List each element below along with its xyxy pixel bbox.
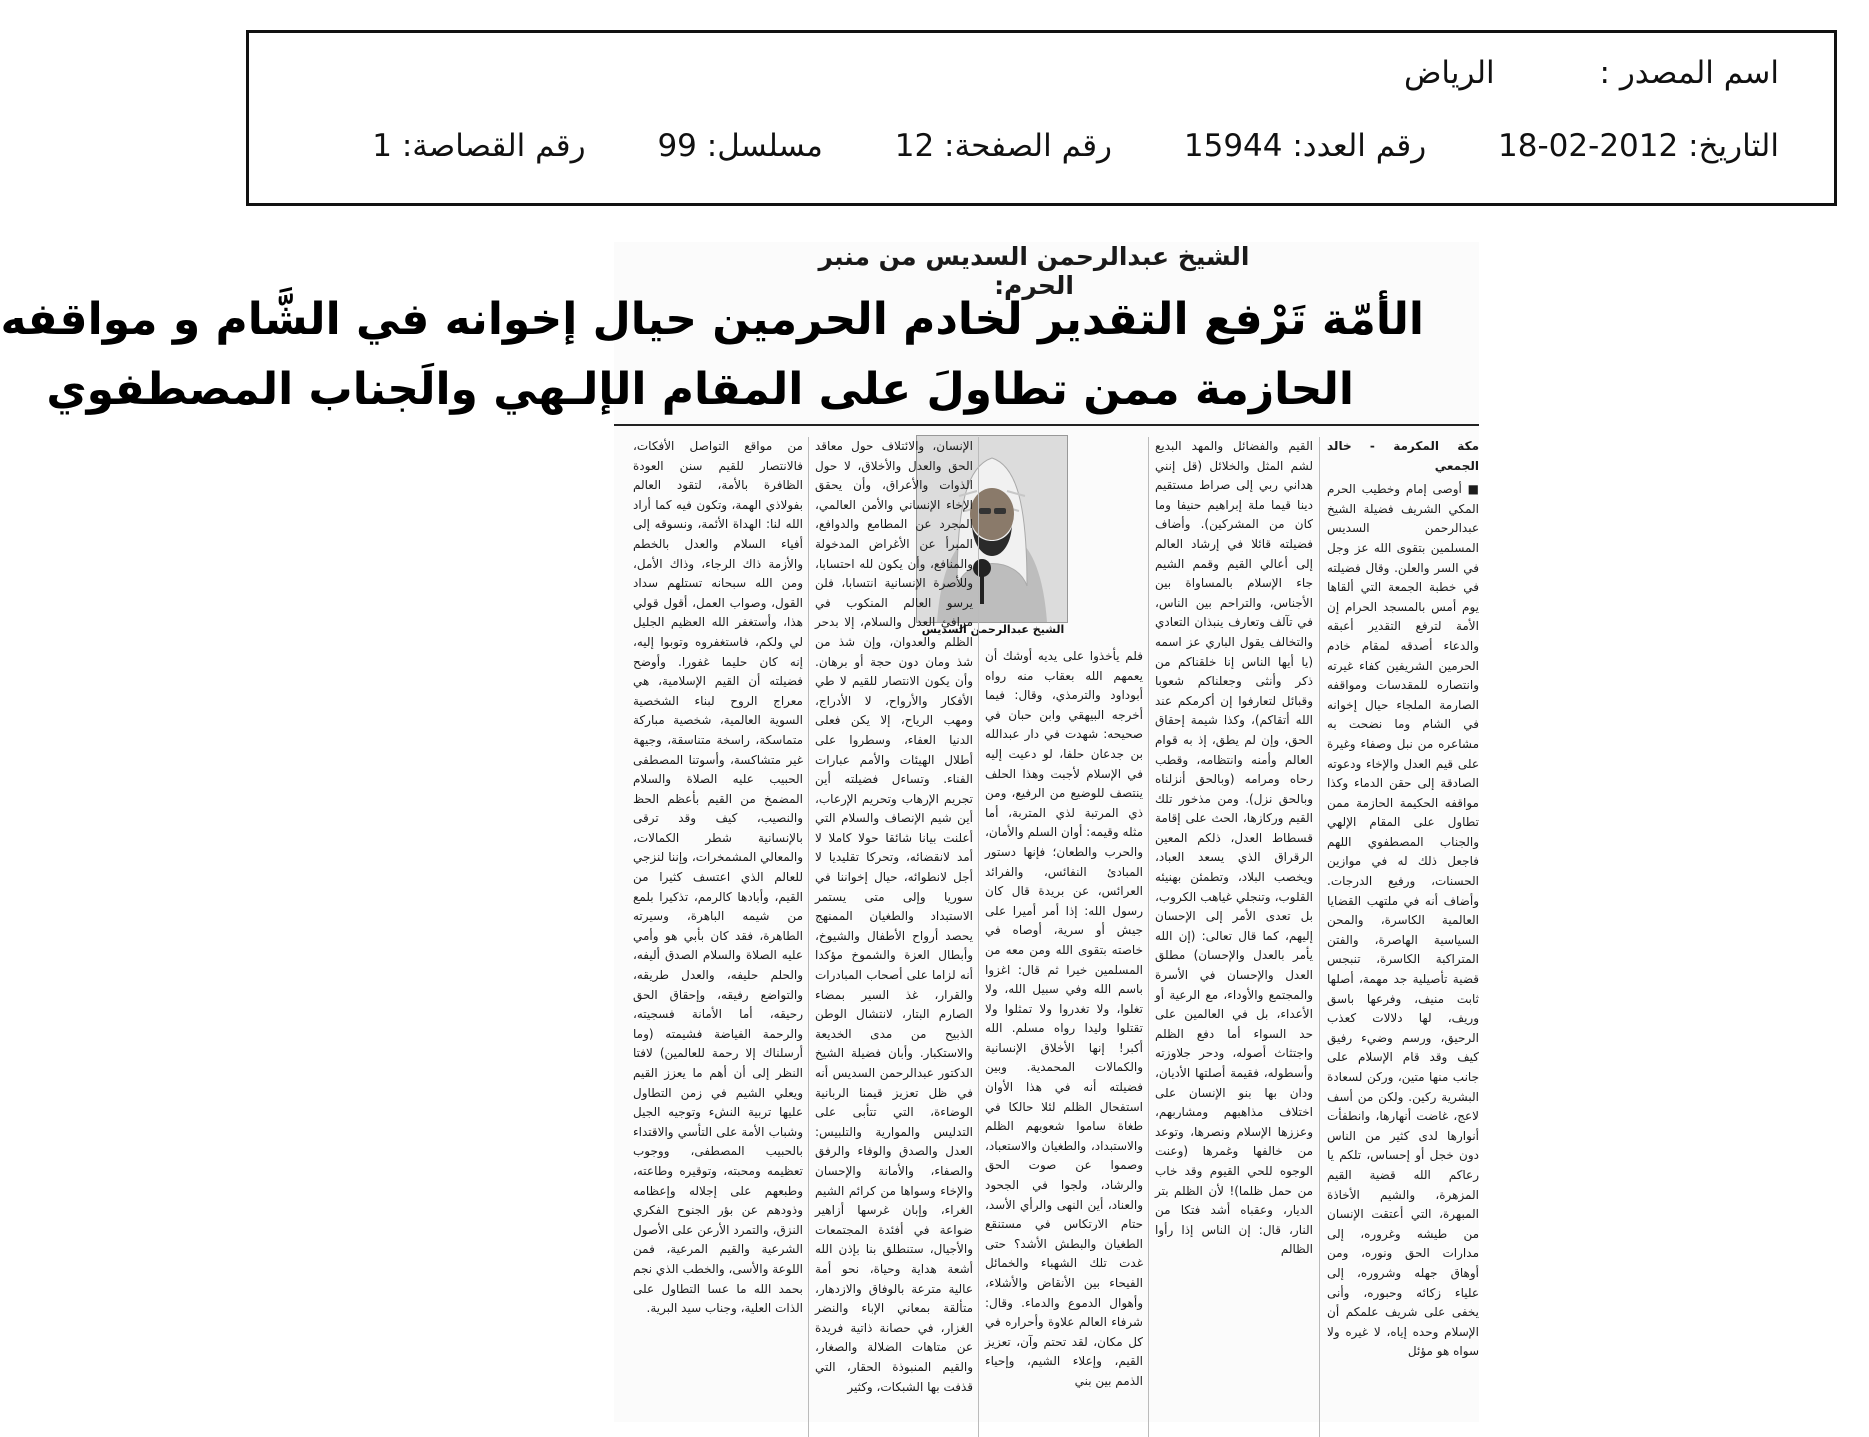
clip-number-value: 1 [372,128,392,164]
headline-divider [614,424,1479,426]
date-label: التاريخ: [1688,128,1779,164]
clipping-info-box [246,30,1837,206]
issue-field [1184,128,1426,164]
source-row [1404,55,1779,91]
article-column-5 [633,437,803,1357]
column-divider [808,437,809,1437]
headline-line-1: الأمّة تَرْفع التقدير لخادم الحرمين حيال إخوانه في الشَّام و مواقفه [0,294,1424,345]
column-5-text: من مواقع التواصل الأفكات، فالانتصار للقيم سنن العودة الظافرة بالأمة، لتقود العالم بفولاذي الهمة، وتكون فيه كما أراد الله لنا: الهداة الأئمة، ونسوقه إلى أفياء السلام والعدل بالخطم والأزمة ذاك الرجاء، وذاك الأمل، ومن الله سبحانه تستلهم سداد القول، وصواب العمل، أقول قولي هذا، وأستغفر الله العظيم الجليل لي ولكم، فاستغفروه وتوبوا إليه، إنه كان حليما غفورا. وأوضح فضيلته أن القيم الإسلامية، هي معراج الروح لبناء الشخصية السوية العالمية، شخصية مباركة متماسكة، راسخة متناسقة، وجيهة غير متشاكسة، وأسوتنا المصطفى الحبيب عليه الصلاة والسلام المضمخ من القيم بأعظم الحظ والنصيب، كيف وقد ترقى بالإنسانية شطر الكمالات، والمعالي المشمخرات، وإننا لنزجي للعالم الذي اعتسف كثيرا من القيم، وأبادها كالرمم، تذكيرا بلمع من شيمه الباهرة، وسيرته الطاهرة، فقد كان بأبي هو وأمي عليه الصلاة والسلام الصدق أليفه، والحلم حليفه، والعدل طريقه، والتواضع رفيقه، وإحقاق الحق رحيقه، أما الأمانة فسجيته، والرحمة الفياضة فشيمته (وما أرسلناك إلا رحمة للعالمين) لافتا النظر إلى أن أهم ما يعزز القيم ويعلي الشيم في زمن التطاول عليها تربية النشء وتوجيه الجيل وشباب الأمة على التأسي والاقتداء بالحبيب المصطفى، ووجوب تعظيمه ومحبته، وتوقيره وطاعته، وطبعهم على إجلاله وإعظامه وذودهم عن بؤر الجنوح الفكري النزق، والتمرد الأرعن على الأصول الشرعية والقيم المرعية، فمن اللوعة والأسى، والخطب الذي نجم بحمد الله ما عسا التطاول على الذات العلية، وجناب سيد البرية. [633,439,803,1316]
article-column-1 [1327,437,1479,1359]
article-kicker: الشيخ عبدالرحمن السديس من منبر الحرم: [818,242,1250,300]
column-2-text: القيم والفضائل والمهد البديع لشم المثل والخلائل (قل إنني هداني ربي إلى صراط مستقيم دينا قيما ملة إبراهيم حنيفا وما كان من المشركين). وأضاف فضيلته قائلا في إرشاد العالم إلى أعالي القيم وقمم الشيم جاء الإسلام بالمساواة بين الأجناس، والتراحم بين الناس، في تآلف وتعارف ينبذان التعادي والتخالف يقول الباري عز اسمه (يا أيها الناس إنا خلقناكم من ذكر وأنثى وجعلناكم شعوبا وقبائل لتعارفوا إن أكرمكم عند الله أتقاكم)، وكذا شيمة إحقاق الحق، وإن لم يطق، إذ به قوام العالم وأمنه وانتظامه، وقطب رحاه ومرامه (وبالحق أنزلناه وبالحق نزل). ومن مذخور تلك القيم وركازها، الحث على إقامة قسطاط العدل، ذلكم المعين الرقراق الذي يسعد العباد، ويخصب البلاد، وتطمئن بهنيئه القلوب، وتنجلي غياهب الكروب، بل تعدى الأمر إلى الإحسان إليهم، كما قال تعالى: (إن الله يأمر بالعدل والإحسان) مطلق العدل والإحسان في الأسرة والمجتمع والأوداء، مع الرعية أو الأعداء، بل في العالمين على حد السواء أما دفع الظلم واجتثاث أصوله، ودحر جلاوزته وأسطوله، فقيمة أصلتها الأديان، ودان بها بنو الإنسان على اختلاف مذاهبهم ومشاربهم، وعززها الإسلام ونصرها، وتوعد من خالفها وغمرها (وعنت الوجوه للحي القيوم وقد خاب من حمل ظلما)! لأن الظلم بتر الديار، وعقباه أشد فتكا من النار، قال: إن الناس إذا رأوا الظالم [1155,439,1313,1257]
page-label: رقم الصفحة: [944,128,1113,164]
photo-caption: الشيخ عبدالرحمن السديس [921,623,1065,636]
column-divider [978,437,979,1437]
date-field [1498,128,1779,164]
serial-field [657,128,822,164]
page-field [895,128,1112,164]
article-body [614,437,1479,1422]
issue-value: 15944 [1183,128,1283,164]
date-value: 2012-02-18 [1498,128,1679,164]
byline: مكة المكرمة - خالد الجمعي [1327,439,1479,473]
clip-number-label: رقم القصاصة: [401,128,586,164]
source-label: اسم المصدر : [1599,55,1779,91]
newspaper-clipping [0,242,1479,1422]
column-divider [1319,437,1320,1437]
issue-label: رقم العدد: [1292,128,1427,164]
serial-label: مسلسل: [706,128,823,164]
article-column-2 [1155,437,1313,1357]
article-column-4 [815,437,973,1437]
page-value: 12 [894,128,935,164]
clip-number-field [372,128,585,164]
column-1-text: ■ أوصى إمام وخطيب الحرم المكي الشريف فضيلة الشيخ عبدالرحمن السديس المسلمين بتقوى الله عز وجل في السر والعلن. وقال فضيلته في خطبة الجمعة التي ألقاها يوم أمس بالمسجد الحرام إن الأمة لترفع التقدير أعبقه والدعاء أصدقه لمقام خادم الحرمين الشريفين كفاء غيرته وانتصاره للمقدسات ومواقفه الصارمة الملجاء حيال إخوانه في الشام وما نضحت به مشاعره من نبل وصفاء وغيرة على قيم العدل والإخاء ودعوته الصادقة إلى حقن الدماء وكذا مواقفه الحكيمة الحازمة ممن تطاول على المقام الإلهي والجناب المصطفوي اللهم فاجعل ذلك له في موازين الحسنات، ورفيع الدرجات. وأضاف أنه في ملتهب القضايا العالمية الكاسرة، والمحن السياسية الهاصرة، والفتن المتراكبة الكاسرة، تنبجس قضية تأصيلية جد مهمة، أصلها ثابت منيف، وفرعها باسق وريف، لها دلالات كعذب الرحيق، ورسم وضيء رفيق كيف وقد قام الإسلام على جانب منها متين، وركن لسعادة البشرية ركين. ولكن من أسف لاعج، غاضت أنهارها، وانطفأت أنوارها لدى كثير من الناس دون خجل أو إحساس، تلكم يا رعاكم الله قضية القيم المزهرة، والشيم الأخاذة المبهرة، التي أعتقت الإنسان من طيشه وغروره، إلى مدارات الحق ونوره، ومن أوهاق جهله وشروره، إلى علياء زكائه وحبوره، وأنى يخفى على شريف علمكم أن الإسلام وحده إياه، لا غيره ولا سواه هو مؤئل [1327,482,1479,1359]
column-4-text: الإنسان، والائتلاف حول معاقد الحق والعدل والأخلاق، لا حول الذوات والأعراق، وأن يحقق الإخاء الإنساني والأمن العالمي، المجرد عن المطامع والدوافع، المبرأ عن الأغراض المدخولة والمنافع، وأن يكون لله احتسابا، وللأصرة الإنسانية انتسابا، فلن يرسو العالم المنكوب في مرافئ العدل والسلام، إلا بدحر الظلم والعدوان، وإن شذ من شذ ومان دون حجة أو برهان. وأن يكون الانتصار للقيم لا طي الأفكار والأرواح، لا الأدراج، ومهب الرياح، إلا يكن فعلى الدنيا العفاء، وسطروا على أطلال الهيئات والأمم عبارات الفناء. وتساءل فضيلته أين تجريم الإرهاب وتحريم الإرعاب، أين شيم الإنصاف والسلام التي أعلنت بيانا شائقا حولا كاملا لا أمد لانقضائه، وتحركا تقليديا لا أجل لانطوائه، حيال إخواننا في سوريا وإلى متى يستمر الاستبداد والطغيان الممنهج يحصد أرواح الأطفال والشيوخ، وأبطال العزة والشموخ مؤكدا أنه لزاما على أصحاب المبادرات والقرار، غذ السير بمضاء الصارم البتار، لانتشال الوطن الذبيح من مدى الخديعة والاستكبار. وأبان فضيلة الشيخ الدكتور عبدالرحمن السديس أنه في ظل تعزيز قيمنا الربانية الوضاءة، التي تتأبى على التدليس والموارية والتلبيس: العدل والصدق والوفاء والرفق والصفاء، والأمانة والإحسان والإخاء وسواها من كرائم الشيم الغراء، وإبان غرسها أزاهير ضواعة في أفئدة المجتمعات والأجيال، ستنطلق بنا بإذن الله أشعة هداية وحياة، نحو أمة عالية مترعة بالوفاق والازدهار، متألقة بمعاني الإباء والنضر الغزار، في حصانة ذاتية فريدة عن متاهات الضلالة والصغار، والقيم المنبوذة الحقار، التي قذفت بها الشبكات، وكثير [815,439,973,1394]
article-column-3 [985,437,1143,1437]
source-value: الرياض [1403,55,1495,91]
headline-line-2: الحازمة ممن تطاولَ على المقام الإلـهي والَجناب المصطفوي [46,364,1354,415]
serial-value: 99 [657,128,697,164]
column-3-text: فلم يأخذوا على يديه أوشك أن يعمهم الله بعقاب منه رواه أبوداود والترمذي، وقال: فيما أخرجه البيهقي وابن حبان في صحيحه: شهدت في دار عبدالله بن جدعان حلفا، لو دعيت إليه في الإسلام لأجبت وهذا الحلف ينتصف للوضيع من الرفيع، ومن ذي المرتبة لذي المتربة، أما مثله وقيمه: أوان السلم والأمان، والحرب والطعان؛ فإنها دستور المبادئ النفائس، والفرائد العرائس، عن بريدة قال كان رسول الله: إذا أمر أميرا على جيش أو سرية، أوصاه في خاصته بتقوى الله ومن معه من المسلمين خيرا ثم قال: اغزوا باسم الله وفي سبيل الله، ولا تغلوا، ولا تغدروا ولا تمثلوا ولا تقتلوا وليدا رواه مسلم. الله أكبر! إنها الأخلاق الإنسانية والكمالات المحمدية. وبين فضيلته أنه في هذا الأوان استفحال الظلم لئلا حالكا في طغاة ساموا شعوبهم الظلم والاستبداد، والطغيان والاستعباد، وصموا عن صوت الحق والرشاد، ولجوا في الجحود والعناد، أين النهى والرأي الأسد، حتام الارتكاس في مستنقع الطغيان والبطش الأشد؟ حتى غدت تلك الشهباء والخمائل الفيحاء بين الأنقاض والأشلاء، وأهوال الدموع والدماء. وقال: شرفاء العالم علاوة وأحراره في كل مكان، لقد تحتم وآن، تعزيز القيم، وإعلاء الشيم، وإحياء الذمم بين بني [985,649,1143,1388]
column-divider [1148,437,1149,1437]
details-row [372,128,1779,164]
